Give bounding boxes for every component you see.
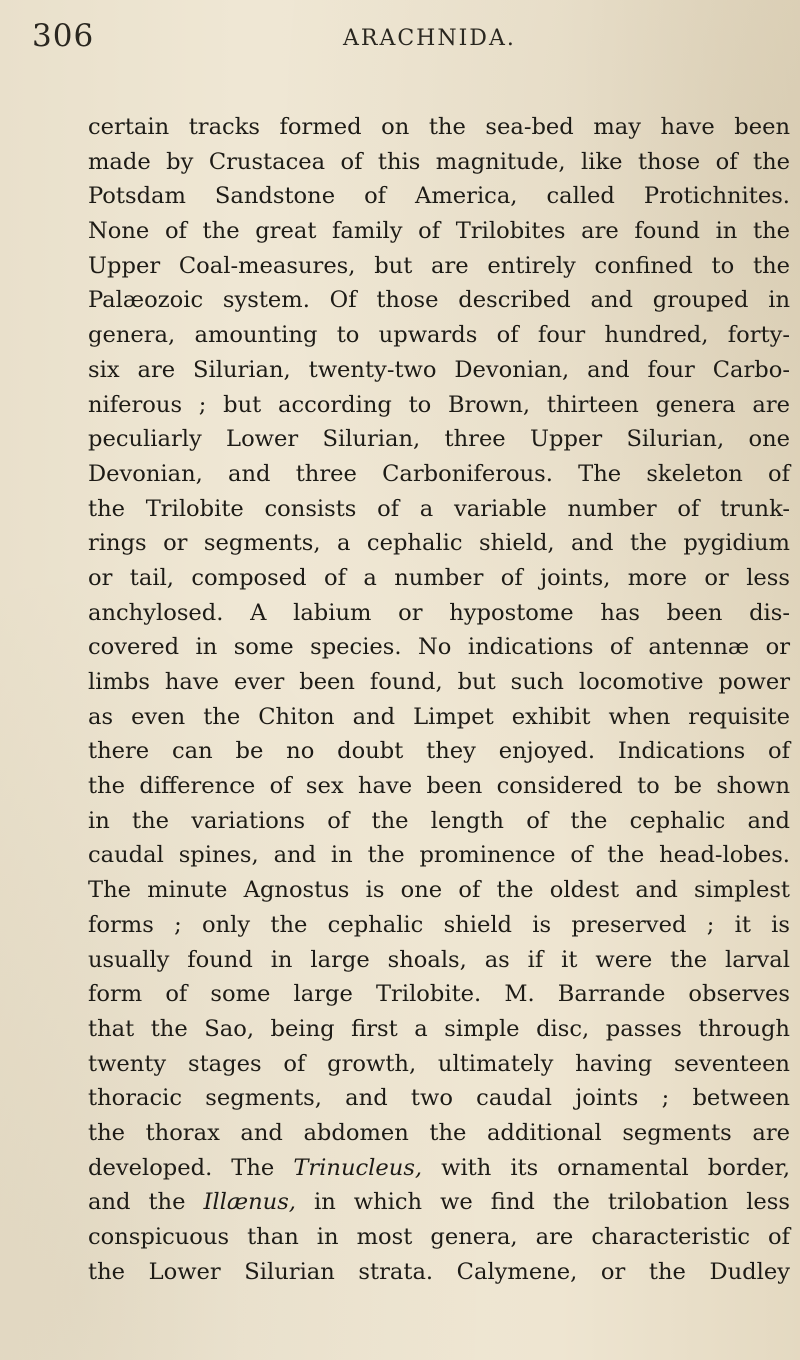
text-line: niferous ; but according to Brown, thirteen genera are [88, 391, 790, 418]
page-number: 306 [32, 18, 95, 54]
text-line: Upper Coal-measures, but are entirely confined to the [88, 252, 790, 279]
text-segment: developed. The [88, 1154, 275, 1181]
text-line: as even the Chiton and Limpet exhibit when requisite [88, 703, 790, 730]
text-line: The minute Agnostus is one of the oldest and simplest [88, 877, 790, 904]
text-line: rings or segments, a cephalic shield, and the pygidium [88, 530, 790, 557]
text-segment: with its ornamental border, [422, 1154, 790, 1181]
text-line: peculiarly Lower Silurian, three Upper Silurian, one [88, 426, 790, 453]
text-line: the difference of sex have been considered to be shown [88, 773, 790, 800]
text-line: the Trilobite consists of a variable number of trunk- [88, 495, 790, 522]
running-head: ARACHNIDA. [343, 26, 516, 51]
text-line: the thorax and abdomen the additional segments are [88, 1119, 790, 1146]
text-line: Potsdam Sandstone of America, called Protichnites. [88, 183, 790, 210]
text-line: in the variations of the length of the cephalic and [88, 807, 790, 834]
body-text [88, 110, 790, 1289]
text-line: Devonian, and three Carboniferous. The skeleton of [88, 460, 790, 487]
text-line [88, 1185, 790, 1220]
text-line: the Lower Silurian strata. Calymene, or the Dudley [88, 1258, 790, 1285]
text-line: caudal spines, and in the prominence of the head-lobes. [88, 842, 790, 869]
text-line: thoracic segments, and two caudal joints ; between [88, 1085, 790, 1112]
text-segment: in which we find the trilobation less [295, 1189, 790, 1216]
text-line: twenty stages of growth, ultimately having seventeen [88, 1050, 790, 1077]
text-line: anchylosed. A labium or hypostome has been dis- [88, 599, 790, 626]
italic-genus-trinucleus: Trinucleus, [293, 1154, 423, 1181]
text-line: conspicuous than in most genera, are characteristic of [88, 1224, 790, 1250]
text-line: that the Sao, being first a simple disc, passes through [88, 1015, 790, 1042]
text-line: made by Crustacea of this magnitude, like those of the [88, 148, 790, 175]
text-line: there can be no doubt they enjoyed. Indications of [88, 738, 790, 765]
text-line: or tail, composed of a number of joints, more or less [88, 564, 790, 591]
text-segment: and the [88, 1189, 204, 1216]
text-line: limbs have ever been found, but such locomotive power [88, 669, 790, 695]
text-line: genera, amounting to upwards of four hundred, forty- [88, 322, 790, 349]
text-line: usually found in large shoals, as if it were the larval [88, 946, 790, 973]
text-line: None of the great family of Trilobites are found in the [88, 218, 790, 245]
text-line: covered in some species. No indications of antennæ or [88, 634, 790, 661]
text-line: Palæozoic system. Of those described and grouped in [88, 287, 790, 314]
text-line [88, 1151, 790, 1186]
text-line: forms ; only the cephalic shield is preserved ; it is [88, 911, 790, 938]
text-line: six are Silurian, twenty-two Devonian, and four Carbo- [88, 356, 790, 383]
italic-genus-illaenus: Illænus, [203, 1189, 296, 1216]
text-line: form of some large Trilobite. M. Barrande observes [88, 981, 790, 1008]
text-line: certain tracks formed on the sea-bed may have been [88, 114, 790, 140]
